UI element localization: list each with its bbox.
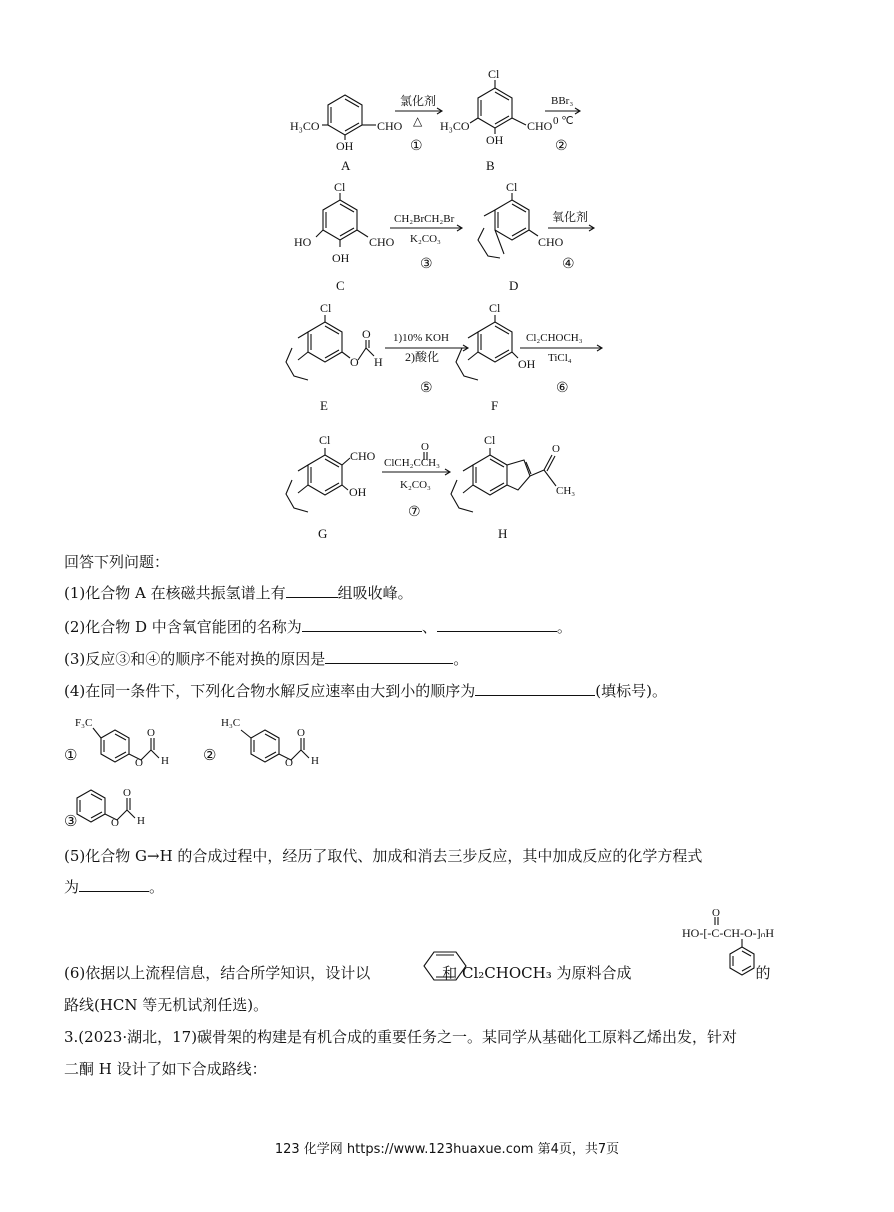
compound-c-ring (316, 193, 368, 247)
compound-e-ring (286, 315, 374, 380)
g-sub4: Cl (319, 433, 331, 447)
c-sub1: HO (294, 235, 312, 249)
arrow3-bottom: K₂CO₃ (410, 233, 441, 245)
q4-opt3-h: H (137, 815, 145, 827)
compound-g-ring (286, 448, 350, 512)
q4-text-b: (填标号)。 (595, 682, 667, 700)
q2-separator: 、 (421, 618, 437, 636)
q4-opt1-o1: O (147, 727, 155, 739)
q4-opt3-o1: O (123, 787, 131, 799)
question-4 (64, 680, 667, 702)
arrow2-top: BBr₃ (551, 95, 574, 107)
q4-option-2: ② (203, 746, 217, 764)
q4-opt2-o2: O (285, 757, 293, 769)
question-7-line2: 二酮 H 设计了如下合成路线： (64, 1060, 267, 1078)
q6-text-b: 和 Cl₂CHOCH₃ 为原料合成 (442, 964, 632, 982)
q2-answer-blank-2[interactable] (437, 617, 557, 632)
g-sub3: OH (349, 485, 367, 499)
arrow4-top: 氧化剂 (552, 210, 589, 224)
question-3 (64, 648, 468, 670)
q4-answer-blank[interactable] (475, 681, 595, 696)
arrow1-step: ① (410, 139, 423, 154)
arrow5-top: 1)10% KOH (393, 332, 449, 344)
q5-end: 。 (149, 878, 165, 896)
arrow6-step: ⑥ (556, 381, 569, 396)
arrow7-o: O (421, 441, 429, 453)
f-sub3: OH (518, 357, 536, 371)
question-6-line2: 路线(HCN 等无机试剂任选)。 (64, 996, 269, 1014)
d-label: D (509, 278, 519, 293)
question-2 (64, 616, 572, 638)
q2-text-a: (2)化合物 D 中含氧官能团的名称为 (64, 618, 302, 636)
arrow1-top: 氯化剂 (400, 94, 437, 108)
a-sub2: CHO (377, 119, 403, 133)
compound-b-ring (470, 80, 526, 134)
compound-d-ring (478, 193, 538, 258)
arrow7-step: ⑦ (408, 505, 421, 520)
h-o: O (552, 443, 560, 455)
b-sub2: CHO (527, 119, 553, 133)
q1-answer-blank[interactable] (286, 583, 338, 598)
a-label: A (341, 158, 351, 173)
b-label: B (486, 158, 495, 173)
q6-polymer-structure (678, 905, 818, 985)
q1-text-b: 组吸收峰。 (337, 584, 413, 602)
q6-text-c: 的 (755, 964, 771, 982)
q5-text-b: 为 (64, 878, 80, 896)
arrow3-step: ③ (420, 257, 433, 272)
q6-polymer-o: O (712, 907, 720, 919)
reaction-scheme (0, 0, 894, 545)
h-label: H (498, 526, 508, 541)
arrow1-bottom: △ (413, 114, 423, 128)
c-sub2: CHO (369, 235, 395, 249)
c-sub4: Cl (334, 180, 346, 194)
e-label: E (320, 398, 328, 413)
q4-opt2-o1: O (297, 727, 305, 739)
page-footer: 123 化学网 https://www.123huaxue.com 第4页，共7页 (274, 1142, 620, 1157)
question-7-line1: 3.(2023·湖北，17)碳骨架的构建是有机合成的重要任务之一。某同学从基础化工原料乙烯出发，针对 (64, 1028, 738, 1046)
q4-opt3-o2: O (111, 817, 119, 829)
q4-structures (55, 708, 355, 838)
arrow2-bottom: 0 ℃ (553, 115, 574, 127)
h-sub4: Cl (484, 433, 496, 447)
arrow5-bottom: 2)酸化 (405, 350, 439, 364)
arrow7-top: ClCH₂CCH₃ (384, 457, 440, 469)
arrow3-top: CH₂BrCH₂Br (394, 213, 455, 225)
g-label: G (318, 526, 328, 541)
q4-text-a: (4)在同一条件下，下列化合物水解反应速率由大到小的顺序为 (64, 682, 476, 700)
b-sub1: H₃CO (440, 119, 470, 133)
q2-answer-blank-1[interactable] (302, 617, 422, 632)
q1-text-a: (1)化合物 A 在核磁共振氢谱上有 (64, 584, 286, 602)
arrow6-top: Cl₂CHOCH₃ (526, 332, 583, 344)
q4-opt1-sub: F₃C (75, 717, 93, 729)
question-1 (64, 582, 413, 604)
arrow6-bottom: TiCl₄ (548, 352, 572, 364)
e-o1: O (350, 355, 359, 369)
arrow5-step: ⑤ (420, 381, 433, 396)
h-ch3: CH₃ (556, 485, 576, 497)
q3-end: 。 (453, 650, 469, 668)
arrow2-step: ② (555, 139, 568, 154)
q6-benzene-structure (410, 946, 480, 986)
f-label: F (491, 398, 499, 413)
q6-text-a: (6)依据以上流程信息，结合所学知识，设计以 (64, 964, 371, 982)
question-5-line2 (64, 876, 164, 898)
e-o2: O (362, 327, 371, 341)
compound-h-ring (451, 448, 556, 512)
f-sub4: Cl (489, 301, 501, 315)
q3-text-a: (3)反应③和④的顺序不能对换的原因是 (64, 650, 326, 668)
b-sub3: OH (486, 133, 504, 147)
a-sub1: H₃CO (290, 119, 320, 133)
q4-opt1-o2: O (135, 757, 143, 769)
q4-opt1-h: H (161, 755, 169, 767)
arrow7-bottom: K₂CO₃ (400, 479, 431, 491)
q2-end: 。 (556, 618, 572, 636)
d-sub2: CHO (538, 235, 564, 249)
c-label: C (336, 278, 345, 293)
compound-a-ring (322, 95, 376, 140)
arrow4-step: ④ (562, 257, 575, 272)
questions-intro: 回答下列问题： (64, 553, 170, 571)
question-5-line1: (5)化合物 G→H 的合成过程中，经历了取代、加成和消去三步反应，其中加成反应的化学方程式 (64, 847, 703, 865)
c-sub3: OH (332, 251, 350, 265)
b-sub4: Cl (488, 67, 500, 81)
q6-polymer-formula: HO-[-C-CH-O-]ₙH (682, 926, 775, 940)
q4-option-1: ① (64, 746, 78, 764)
e-sub4: Cl (320, 301, 332, 315)
q3-answer-blank[interactable] (325, 649, 453, 664)
d-sub4: Cl (506, 180, 518, 194)
q5-answer-blank[interactable] (79, 877, 149, 892)
q4-opt2-h: H (311, 755, 319, 767)
q4-opt2-sub: H₃C (221, 717, 241, 729)
a-sub3: OH (336, 139, 354, 153)
g-sub2: CHO (350, 449, 376, 463)
q4-option-3: ③ (64, 812, 78, 830)
e-h: H (374, 355, 383, 369)
